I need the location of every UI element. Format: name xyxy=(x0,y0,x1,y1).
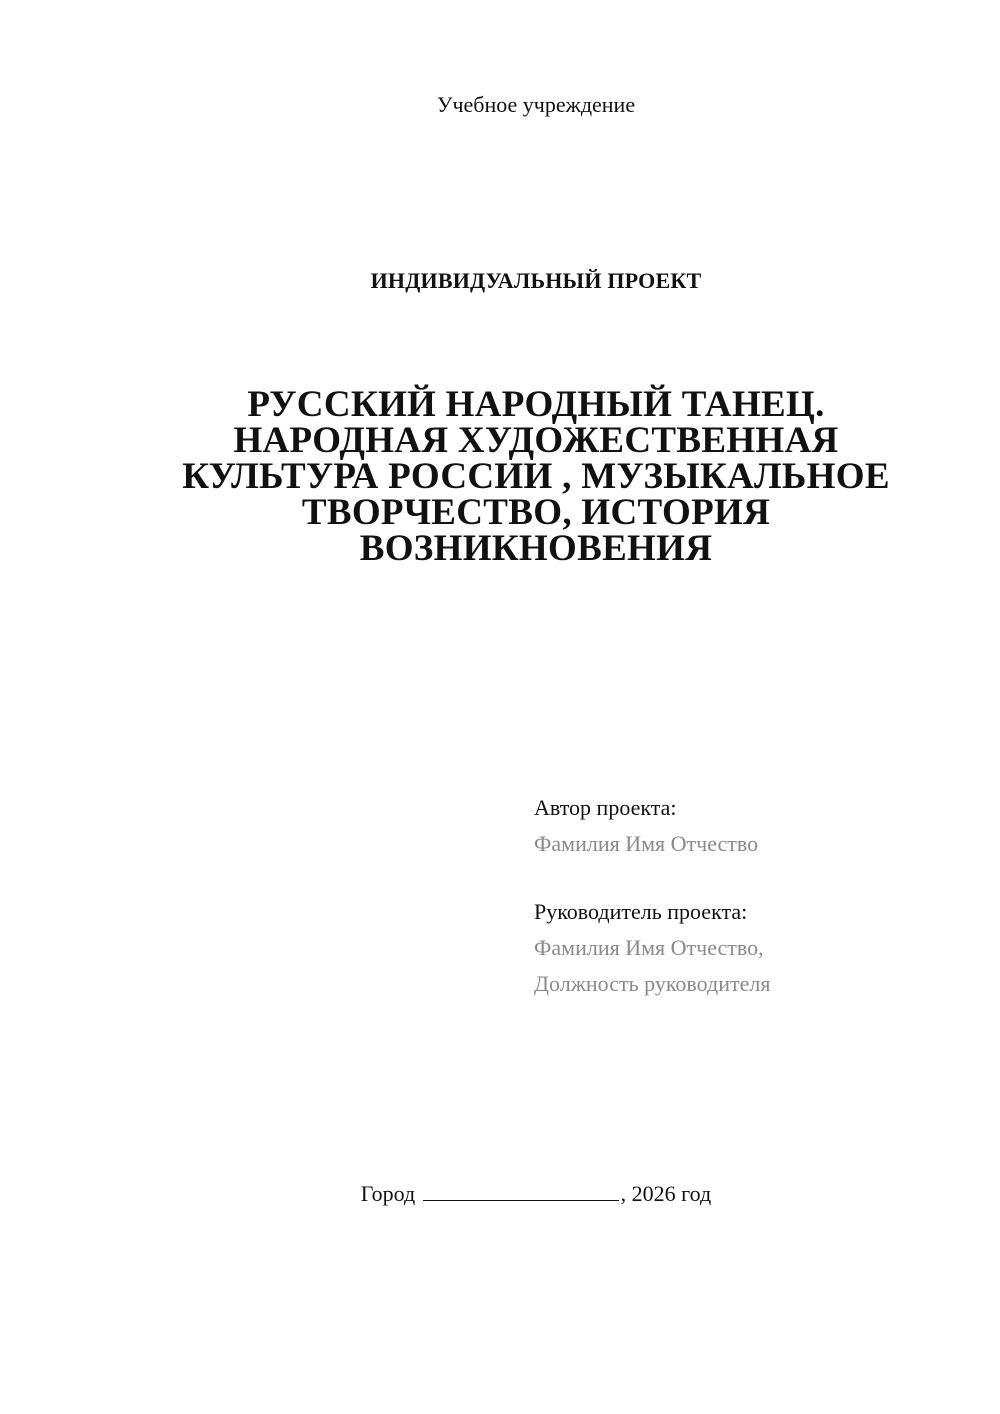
title-line: ВОЗНИКНОВЕНИЯ xyxy=(359,528,713,569)
author-label: Автор проекта: xyxy=(534,795,677,820)
city-year-line xyxy=(0,1180,1000,1207)
supervisor-label: Руководитель проекта: xyxy=(534,899,748,924)
spacer xyxy=(534,862,974,894)
project-info xyxy=(534,790,974,1002)
institution-name: Учебное учреждение xyxy=(436,92,636,117)
supervisor-position-field[interactable]: Должность руководителя xyxy=(534,971,771,996)
document-type: ИНДИВИДУАЛЬНЫЙ ПРОЕКТ xyxy=(370,268,702,293)
title-line: НАРОДНАЯ ХУДОЖЕСТВЕННАЯ xyxy=(233,420,839,461)
supervisor-name-field[interactable]: Фамилия Имя Отчество, xyxy=(534,935,764,960)
author-name-field[interactable]: Фамилия Имя Отчество xyxy=(534,831,759,856)
project-title xyxy=(140,384,932,569)
title-line: КУЛЬТУРА РОССИИ , МУЗЫКАЛЬНОЕ xyxy=(182,456,890,497)
title-line: РУССКИЙ НАРОДНЫЙ ТАНЕЦ. xyxy=(247,384,825,425)
city-blank-line[interactable] xyxy=(423,1180,619,1201)
title-line: ТВОРЧЕСТВО, ИСТОРИЯ xyxy=(301,492,771,533)
year-text: , 2026 год xyxy=(620,1181,712,1206)
city-label: Город xyxy=(360,1181,416,1206)
